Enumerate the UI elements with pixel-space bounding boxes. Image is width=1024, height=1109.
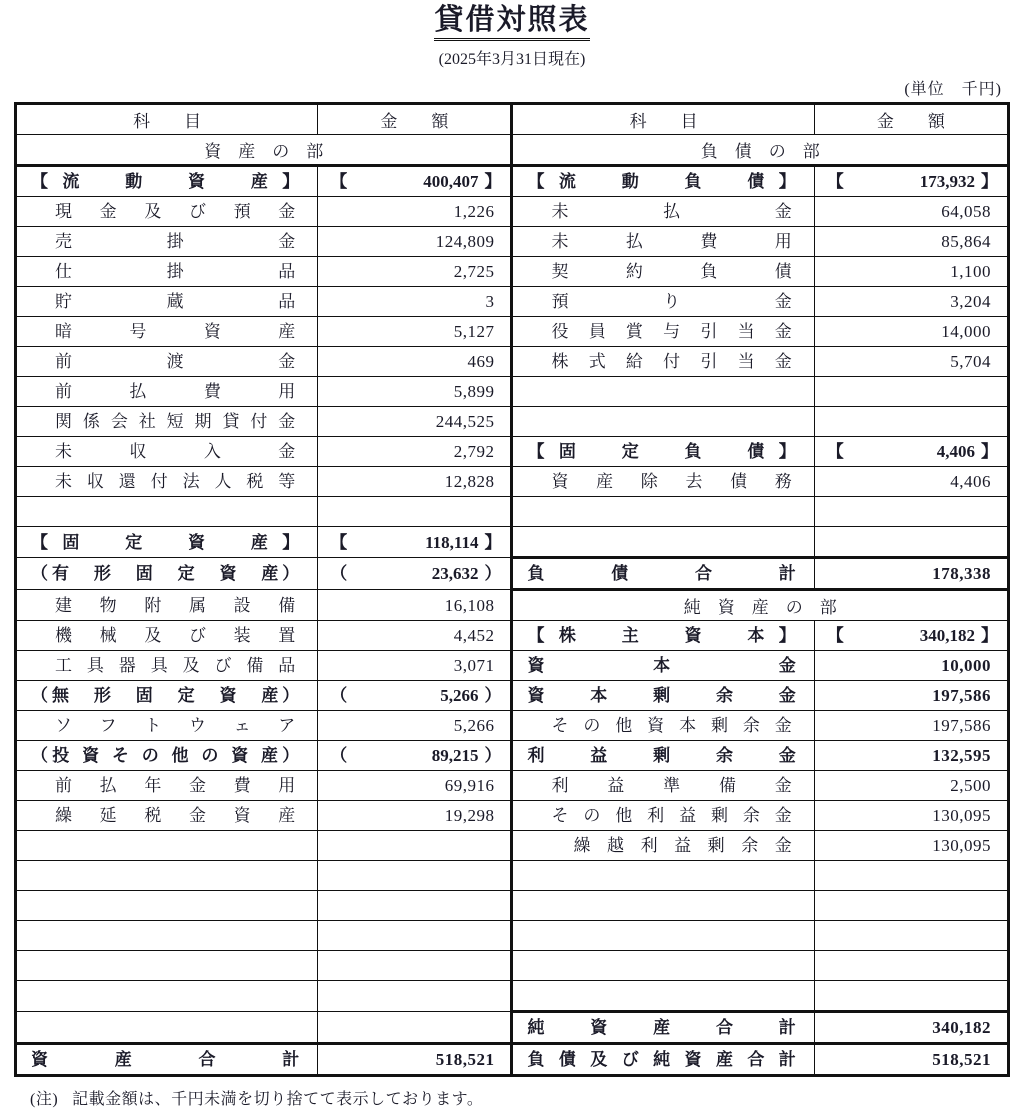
account-name-cell — [16, 317, 318, 347]
amount-value: 130,095 — [932, 836, 991, 856]
amount-value: 4,406 — [950, 472, 991, 492]
amount-open-bracket: 【 — [826, 626, 844, 646]
section-header-netassets — [512, 590, 1009, 621]
account-name-cell — [16, 497, 318, 527]
account-name-cell — [16, 377, 318, 407]
table-row — [16, 981, 1009, 1012]
account-label: （有 形 固 定 資 産） — [31, 564, 300, 584]
account-name-cell — [16, 590, 318, 621]
account-name-cell — [16, 831, 318, 861]
amount-value: 469 — [467, 352, 495, 372]
account-label: 【流 動 負 債】 — [527, 172, 796, 192]
amount-cell — [814, 651, 1008, 681]
amount-cell — [318, 831, 512, 861]
amount-value: 118,114 — [425, 532, 479, 552]
account-name-cell — [512, 621, 814, 651]
column-header-label: 金 額 — [876, 112, 945, 132]
table-row — [16, 166, 1009, 197]
footnote-mark: (注) — [30, 1091, 59, 1109]
amount-value: 1,100 — [950, 262, 991, 282]
account-label: 資 本 剰 余 金 — [527, 686, 796, 706]
table-row — [16, 861, 1009, 891]
account-label: 未 払 金 — [551, 202, 792, 222]
amount-value: 12,828 — [444, 472, 495, 492]
amount-cell — [318, 981, 512, 1012]
account-label: （投 資 そ の 他 の 資 産） — [31, 746, 300, 766]
amount-value: 244,525 — [435, 412, 495, 432]
table-row — [16, 197, 1009, 227]
account-name-cell — [512, 981, 814, 1012]
account-name-cell — [16, 558, 318, 590]
account-name-cell — [16, 287, 318, 317]
amount-cell — [814, 227, 1008, 257]
account-label: 繰 越 利 益 剰 余 金 — [573, 836, 792, 856]
amount-value: 130,095 — [932, 806, 991, 826]
section-header-label: 負 債 の 部 — [700, 142, 820, 162]
account-label: 建 物 附 属 設 備 — [55, 595, 296, 615]
account-label: 【株 主 資 本】 — [527, 626, 796, 646]
account-name-cell — [512, 771, 814, 801]
table-row — [16, 1012, 1009, 1044]
amount-cell — [814, 831, 1008, 861]
page-title: 貸借対照表 — [434, 4, 589, 41]
amount-value: 14,000 — [941, 322, 991, 342]
amount-cell — [318, 1012, 512, 1044]
amount-cell — [814, 681, 1008, 711]
account-label: 未収還付法人税等 — [55, 472, 296, 492]
amount-value: 5,266 — [453, 716, 495, 736]
account-name-cell — [512, 831, 814, 861]
amount-cell — [814, 257, 1008, 287]
total-amount-cell — [814, 1012, 1008, 1044]
column-header-label: 金 額 — [380, 112, 449, 132]
table-row — [16, 227, 1009, 257]
column-header-label: 科 目 — [629, 112, 698, 132]
amount-cell — [318, 1044, 512, 1076]
amount-cell — [814, 467, 1008, 497]
account-label: 【流 動 資 産】 — [31, 172, 300, 192]
account-label: 負 債 合 計 — [527, 564, 796, 584]
amount-cell — [814, 287, 1008, 317]
amount-cell — [814, 861, 1008, 891]
amount-close-bracket: 】 — [484, 532, 502, 552]
account-label: 預 り 金 — [551, 292, 792, 312]
account-label: ソ フ ト ウ ェ ア — [55, 716, 296, 736]
table-row — [16, 347, 1009, 377]
table-row — [16, 771, 1009, 801]
amount-cell — [318, 651, 512, 681]
amount-value: 23,632 — [431, 564, 479, 584]
column-header-account-right — [512, 104, 814, 135]
account-name-cell — [512, 347, 814, 377]
table-row — [16, 377, 1009, 407]
amount-close-bracket: 】 — [981, 442, 998, 462]
amount-close-bracket: 】 — [981, 626, 998, 646]
account-label: 仕 掛 品 — [55, 262, 296, 282]
account-name-cell — [16, 951, 318, 981]
account-label: 売 掛 金 — [55, 232, 296, 252]
amount-close-bracket: ） — [484, 746, 502, 766]
account-name-cell — [512, 891, 814, 921]
table-row — [16, 467, 1009, 497]
amount-open-bracket: （ — [330, 746, 348, 766]
account-name-cell — [16, 227, 318, 257]
account-name-cell — [512, 951, 814, 981]
account-name-cell — [16, 711, 318, 741]
amount-value: 2,500 — [950, 776, 991, 796]
table-row — [16, 921, 1009, 951]
table-row — [16, 831, 1009, 861]
amount-cell — [318, 497, 512, 527]
amount-value: 400,407 — [423, 172, 479, 192]
amount-cell — [814, 347, 1008, 377]
amount-cell — [814, 527, 1008, 558]
account-label: 現 金 及 び 預 金 — [55, 202, 296, 222]
amount-cell — [318, 166, 512, 197]
account-label: 貯 蔵 品 — [55, 292, 296, 312]
account-label: 負債及び純資産合計 — [527, 1050, 796, 1070]
amount-value: 64,058 — [941, 202, 991, 222]
table-row — [16, 711, 1009, 741]
account-name-cell — [16, 621, 318, 651]
amount-cell — [318, 621, 512, 651]
amount-cell — [814, 921, 1008, 951]
account-label: 役 員 賞 与 引 当 金 — [551, 322, 792, 342]
amount-value: 124,809 — [435, 232, 495, 252]
account-name-cell — [512, 527, 814, 558]
account-name-cell — [16, 527, 318, 558]
account-name-cell — [16, 801, 318, 831]
grand-total-name-cell — [512, 1044, 814, 1076]
amount-cell — [318, 951, 512, 981]
account-label: 【固 定 資 産】 — [31, 532, 300, 552]
amount-cell — [814, 801, 1008, 831]
amount-cell — [814, 437, 1008, 467]
table-row — [16, 527, 1009, 558]
account-name-cell — [16, 921, 318, 951]
account-label: そ の 他 資 本 剰 余 金 — [551, 716, 792, 736]
amount-cell — [318, 801, 512, 831]
amount-value: 2,725 — [453, 262, 495, 282]
amount-cell — [318, 227, 512, 257]
amount-cell — [814, 951, 1008, 981]
account-label: 契 約 負 債 — [551, 262, 792, 282]
section-header-assets — [16, 135, 512, 166]
amount-value: 132,595 — [932, 746, 991, 766]
grand-total-amount-cell — [814, 1044, 1008, 1076]
amount-value: 3 — [485, 292, 495, 312]
account-label: 前 払 年 金 費 用 — [55, 776, 296, 796]
account-name-cell — [512, 287, 814, 317]
amount-cell — [814, 166, 1008, 197]
account-label: 資 産 除 去 債 務 — [551, 472, 792, 492]
amount-value: 19,298 — [444, 806, 495, 826]
column-header-amount-right — [814, 104, 1008, 135]
account-label: 純 資 産 合 計 — [527, 1018, 796, 1038]
amount-value: 3,071 — [453, 656, 495, 676]
amount-value: 518,521 — [435, 1050, 495, 1070]
account-label: 機 械 及 び 装 置 — [55, 626, 296, 646]
amount-value: 197,586 — [932, 686, 991, 706]
account-label: 資 本 金 — [527, 656, 796, 676]
table-row — [16, 317, 1009, 347]
amount-cell — [814, 711, 1008, 741]
amount-close-bracket: ） — [484, 564, 502, 584]
account-name-cell — [16, 257, 318, 287]
total-name-cell — [512, 1012, 814, 1044]
account-name-cell — [512, 257, 814, 287]
amount-cell — [318, 437, 512, 467]
unit-label: (単位 千円) — [904, 81, 1002, 99]
account-label: 工具器具及び備品 — [55, 656, 296, 676]
amount-cell — [318, 317, 512, 347]
amount-open-bracket: 【 — [826, 172, 844, 192]
amount-cell — [318, 197, 512, 227]
account-name-cell — [16, 891, 318, 921]
account-name-cell — [512, 801, 814, 831]
amount-cell — [318, 527, 512, 558]
amount-cell — [318, 741, 512, 771]
amount-close-bracket: 】 — [981, 172, 998, 192]
amount-cell — [318, 467, 512, 497]
page-subtitle: (2025年3月31日現在) — [438, 51, 586, 69]
account-name-cell — [16, 437, 318, 467]
table-row — [16, 437, 1009, 467]
account-name-cell — [512, 407, 814, 437]
account-label: 暗 号 資 産 — [55, 322, 296, 342]
amount-value: 340,182 — [919, 626, 975, 646]
account-name-cell — [512, 377, 814, 407]
table-row — [16, 104, 1009, 135]
amount-value: 518,521 — [932, 1050, 991, 1070]
amount-cell — [318, 771, 512, 801]
account-name-cell — [16, 467, 318, 497]
amount-cell — [318, 347, 512, 377]
table-row — [16, 891, 1009, 921]
table-row — [16, 287, 1009, 317]
amount-cell — [318, 257, 512, 287]
account-name-cell — [16, 681, 318, 711]
amount-value: 5,899 — [453, 382, 495, 402]
amount-open-bracket: （ — [330, 564, 348, 584]
account-name-cell — [512, 166, 814, 197]
account-name-cell — [16, 347, 318, 377]
amount-cell — [318, 681, 512, 711]
table-row — [16, 801, 1009, 831]
amount-value: 69,916 — [444, 776, 495, 796]
account-name-cell — [16, 741, 318, 771]
table-body — [16, 104, 1009, 1076]
amount-cell — [814, 771, 1008, 801]
table-row — [16, 497, 1009, 527]
account-name-cell — [16, 771, 318, 801]
amount-cell — [318, 921, 512, 951]
amount-value: 5,266 — [440, 686, 479, 706]
account-label: 繰 延 税 金 資 産 — [55, 806, 296, 826]
account-name-cell — [512, 921, 814, 951]
table-row — [16, 621, 1009, 651]
account-label: 未 払 費 用 — [551, 232, 792, 252]
table-row — [16, 951, 1009, 981]
account-label: 前 払 費 用 — [55, 382, 296, 402]
amount-open-bracket: （ — [330, 686, 348, 706]
column-header-label: 科 目 — [133, 112, 202, 132]
footnote — [0, 1086, 1024, 1109]
account-label: 利 益 準 備 金 — [551, 776, 792, 796]
amount-cell — [318, 861, 512, 891]
amount-value: 10,000 — [941, 656, 991, 676]
title-block — [0, 0, 1024, 41]
account-name-cell — [16, 981, 318, 1012]
amount-cell — [814, 407, 1008, 437]
amount-cell — [814, 197, 1008, 227]
table-row — [16, 590, 1009, 621]
account-label: 【固 定 負 債】 — [527, 442, 796, 462]
account-name-cell — [512, 317, 814, 347]
amount-value: 5,127 — [453, 322, 495, 342]
amount-cell — [318, 711, 512, 741]
amount-value: 85,864 — [941, 232, 991, 252]
amount-value: 178,338 — [932, 564, 991, 584]
account-label: 資 産 合 計 — [31, 1050, 300, 1070]
section-header-liabilities — [512, 135, 1009, 166]
amount-value: 340,182 — [932, 1018, 991, 1038]
table-row — [16, 651, 1009, 681]
amount-open-bracket: 【 — [826, 442, 844, 462]
amount-cell — [318, 558, 512, 590]
section-header-label: 純 資 産 の 部 — [683, 598, 837, 618]
amount-value: 16,108 — [444, 595, 495, 615]
account-name-cell — [16, 861, 318, 891]
amount-close-bracket: 】 — [484, 172, 502, 192]
account-label: 利 益 剰 余 金 — [527, 746, 796, 766]
account-name-cell — [16, 166, 318, 197]
amount-cell — [318, 377, 512, 407]
account-name-cell — [512, 437, 814, 467]
amount-cell — [318, 287, 512, 317]
amount-open-bracket: 【 — [330, 172, 348, 192]
amount-close-bracket: ） — [484, 686, 502, 706]
column-header-account-left — [16, 104, 318, 135]
account-name-cell — [16, 197, 318, 227]
amount-value: 1,226 — [453, 202, 495, 222]
table-row — [16, 558, 1009, 590]
account-name-cell — [16, 407, 318, 437]
column-header-amount-left — [318, 104, 512, 135]
total-amount-cell — [814, 558, 1008, 590]
table-row — [16, 681, 1009, 711]
amount-cell — [318, 891, 512, 921]
account-name-cell — [512, 651, 814, 681]
table-row — [16, 741, 1009, 771]
amount-cell — [814, 741, 1008, 771]
account-label: 前 渡 金 — [55, 352, 296, 372]
table-row — [16, 407, 1009, 437]
table-row — [16, 1044, 1009, 1076]
amount-value: 2,792 — [453, 442, 495, 462]
account-name-cell — [16, 651, 318, 681]
amount-cell — [318, 590, 512, 621]
amount-value: 173,932 — [919, 172, 975, 192]
amount-open-bracket: 【 — [330, 532, 348, 552]
amount-cell — [814, 891, 1008, 921]
account-name-cell — [512, 741, 814, 771]
total-name-cell — [512, 558, 814, 590]
table-row — [16, 135, 1009, 166]
amount-value: 4,406 — [936, 442, 975, 462]
amount-cell — [814, 317, 1008, 347]
account-label: 株 式 給 付 引 当 金 — [551, 352, 792, 372]
account-label: 関係会社短期貸付金 — [55, 412, 296, 432]
account-name-cell — [512, 467, 814, 497]
section-header-label: 資 産 の 部 — [204, 142, 324, 162]
account-label: （無 形 固 定 資 産） — [31, 686, 300, 706]
amount-cell — [814, 497, 1008, 527]
account-name-cell — [16, 1044, 318, 1076]
account-name-cell — [512, 711, 814, 741]
amount-value: 4,452 — [453, 626, 495, 646]
amount-cell — [814, 621, 1008, 651]
balance-sheet-table — [14, 102, 1010, 1077]
amount-cell — [814, 377, 1008, 407]
amount-cell — [318, 407, 512, 437]
account-name-cell — [16, 1012, 318, 1044]
account-name-cell — [512, 227, 814, 257]
table-row — [16, 257, 1009, 287]
amount-cell — [814, 981, 1008, 1012]
account-name-cell — [512, 861, 814, 891]
account-name-cell — [512, 197, 814, 227]
amount-value: 89,215 — [431, 746, 479, 766]
account-name-cell — [512, 497, 814, 527]
footnote-text: 記載金額は、千円未満を切り捨てて表示しております。 — [72, 1091, 484, 1109]
account-label: 未 収 入 金 — [55, 442, 296, 462]
amount-value: 3,204 — [950, 292, 991, 312]
amount-value: 5,704 — [950, 352, 991, 372]
amount-value: 197,586 — [932, 716, 991, 736]
account-label: そ の 他 利 益 剰 余 金 — [551, 806, 792, 826]
account-name-cell — [512, 681, 814, 711]
